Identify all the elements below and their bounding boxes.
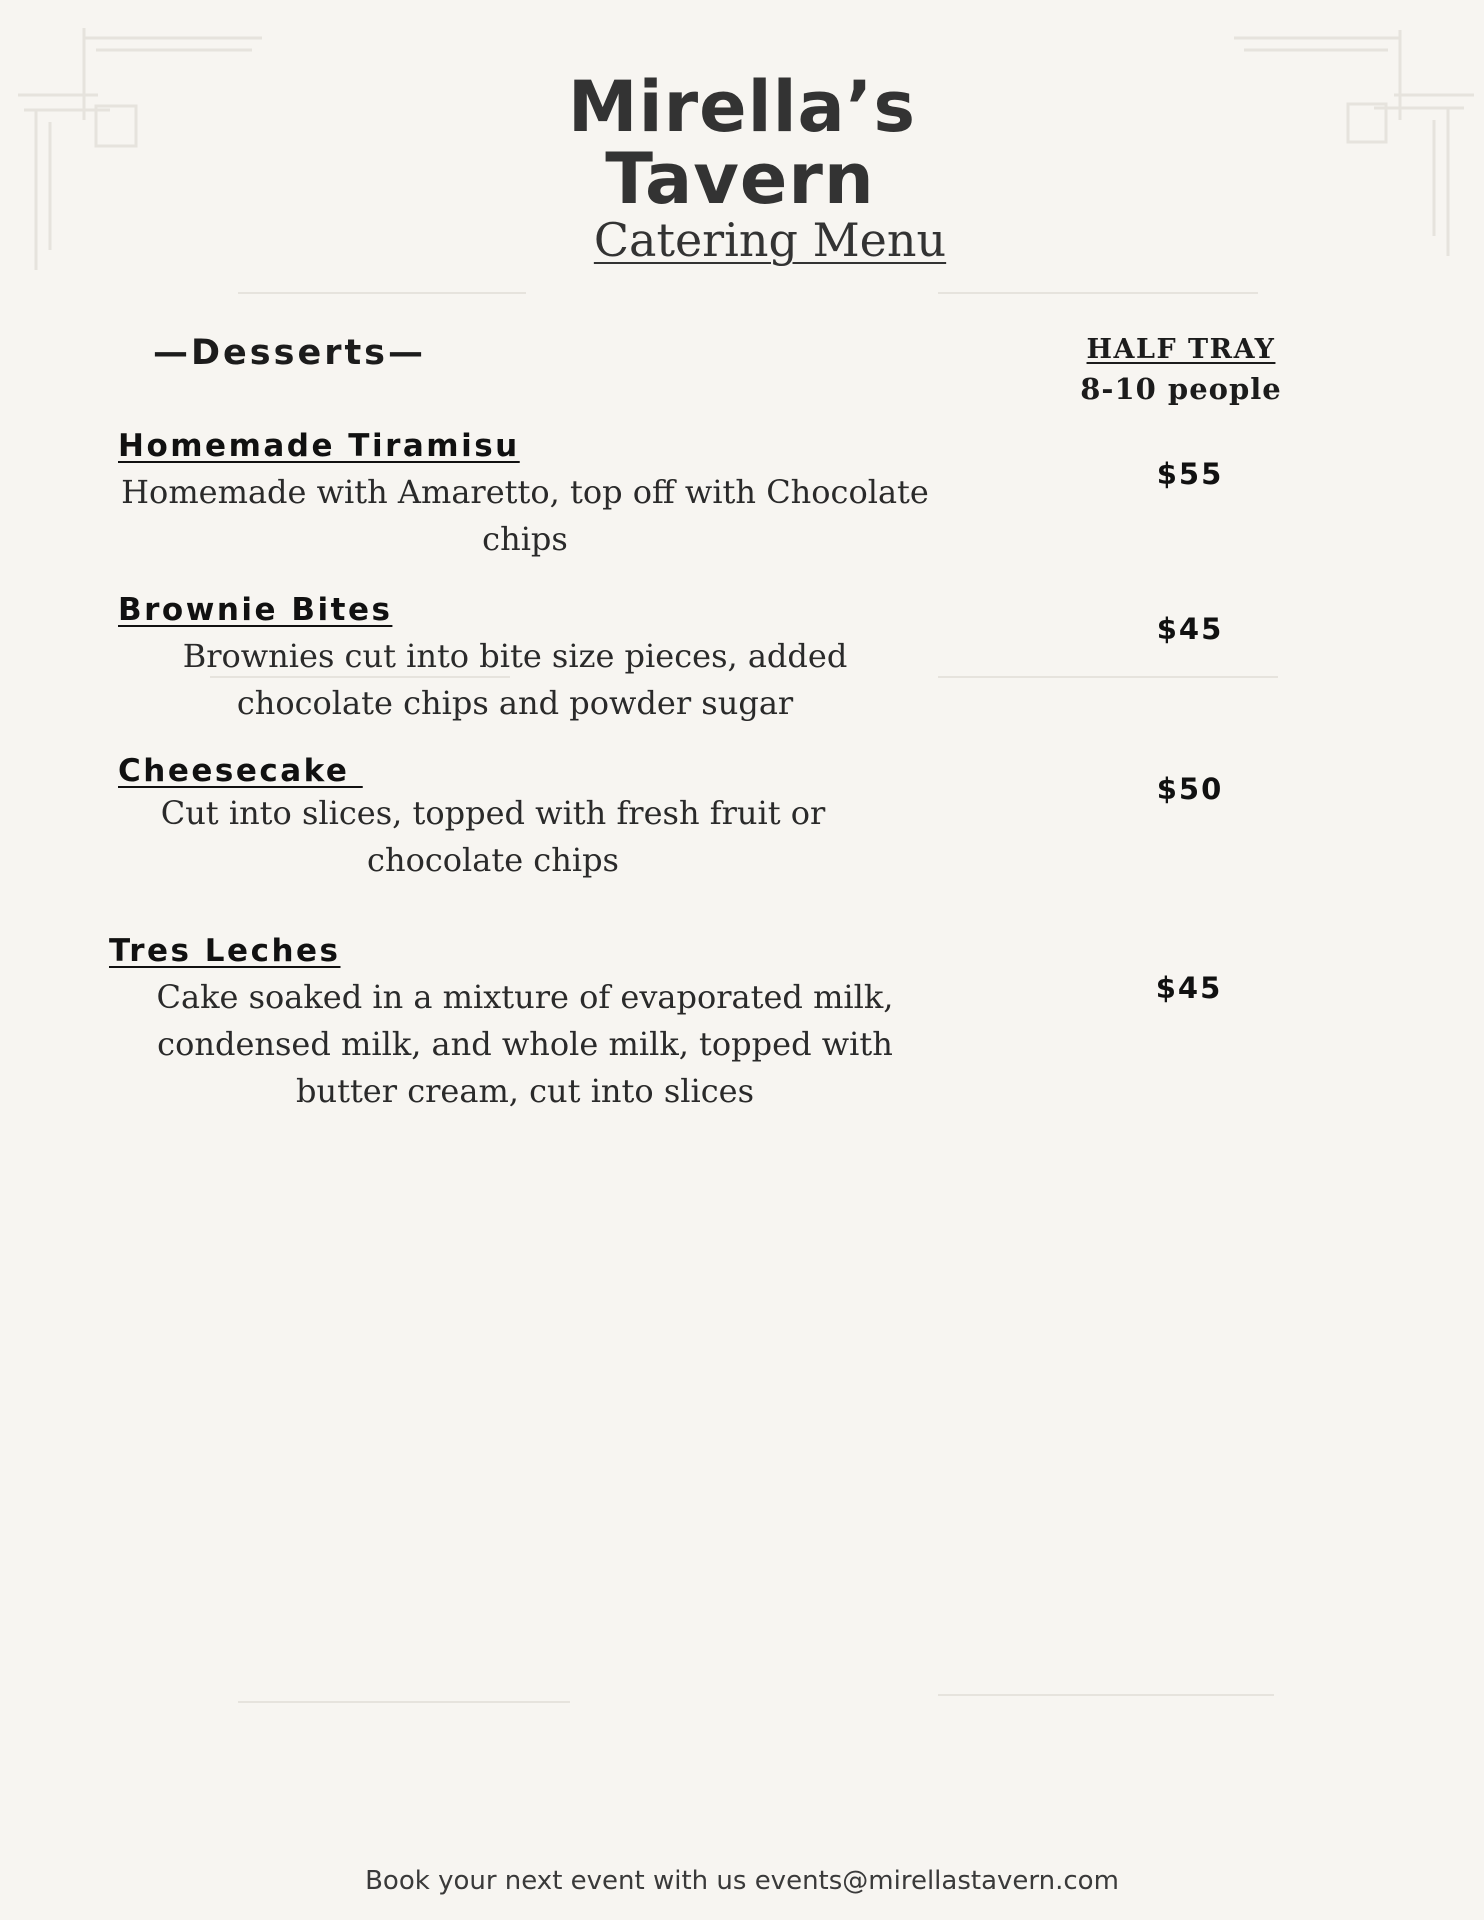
menu-item-description: Cake soaked in a mixture of evaporated milk, condensed milk, and whole milk, topped with butter cream, cut into slices	[156, 978, 894, 1110]
menu-subtitle: Catering Menu	[593, 213, 947, 267]
tray-size-label: HALF TRAY	[1086, 334, 1276, 365]
divider-bottom-right	[938, 1694, 1274, 1696]
menu-item-price: $50	[1156, 772, 1224, 806]
divider-mid-right	[938, 676, 1278, 678]
menu-item-description: Brownies cut into bite size pieces, added chocolate chips and powder sugar	[182, 637, 848, 722]
menu-item-price: $45	[1156, 612, 1224, 646]
divider-bottom-left	[238, 1701, 570, 1703]
restaurant-name-line-2: Tavern	[605, 138, 875, 220]
divider-top-right	[938, 292, 1258, 294]
restaurant-name-line-1: Mirella’s	[567, 66, 917, 148]
divider-top-left	[238, 292, 526, 294]
menu-item-description: Cut into slices, topped with fresh fruit or chocolate chips	[160, 794, 826, 879]
menu-item-price: $45	[1155, 971, 1223, 1005]
menu-item-description: Homemade with Amaretto, top off with Chocolate chips	[121, 473, 929, 558]
menu-item-name: Tres Leches	[109, 933, 341, 969]
menu-item-name: Cheesecake	[118, 753, 363, 789]
footer-booking-text: Book your next event with us events@mirellastavern.com	[365, 1866, 1119, 1896]
section-heading-desserts: —Desserts—	[153, 333, 427, 373]
menu-item-price: $55	[1156, 457, 1224, 491]
menu-item-name: Brownie Bites	[118, 592, 393, 628]
menu-item-name: Homemade Tiramisu	[118, 428, 520, 464]
tray-serves-label: 8-10 people	[1080, 372, 1282, 406]
